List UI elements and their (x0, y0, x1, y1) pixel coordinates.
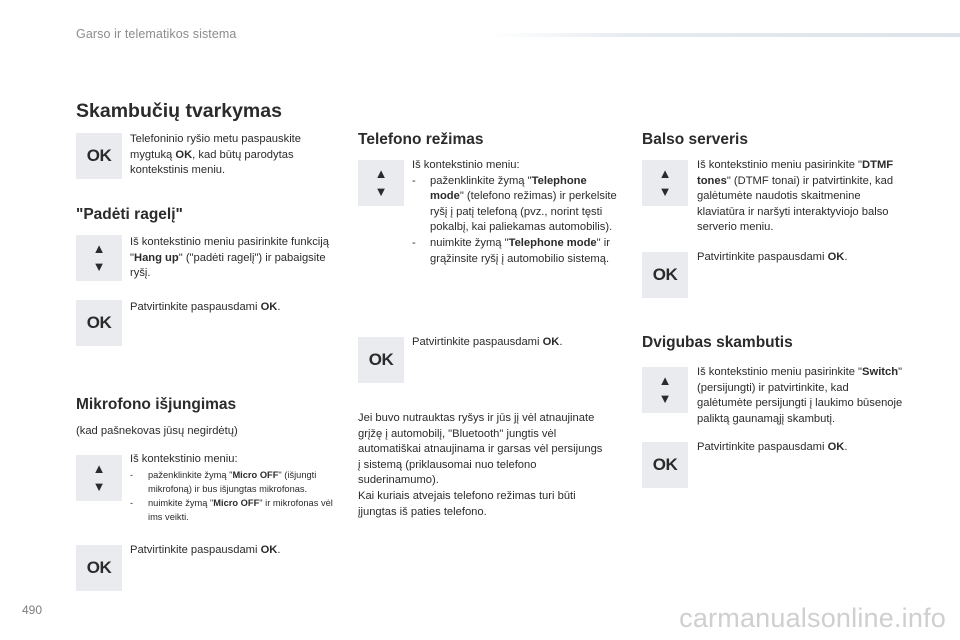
arrow-up-icon: ▲ (658, 166, 672, 181)
up-down-arrows-icon (642, 367, 688, 413)
mic-item-1: - paženklinkite žymą "Micro OFF" (išjungti mikrofoną) ir bus išjungtas mikrofonas. (130, 469, 317, 494)
phone-mode-menu (412, 158, 622, 267)
arrow-up-icon: ▲ (374, 166, 388, 181)
ok-button-icon: OK (76, 300, 122, 346)
up-down-arrows-icon (76, 455, 122, 501)
mic-menu-intro: Iš kontekstinio meniu: (130, 453, 238, 465)
arrow-up-icon: ▲ (92, 461, 106, 476)
double-call-text: Iš kontekstinio meniu pasirinkite "Switch" (persijungti) ir patvirtinkite, kad galėtumėte persijungti į laukimo būsenoje paliktą gaunamąjį skambutį. (697, 366, 903, 425)
mic-confirm: Patvirtinkite paspausdami OK. (130, 544, 281, 556)
ok-button-icon: OK (642, 252, 688, 298)
phone-mode-title: Telefono režimas (358, 131, 484, 148)
up-down-arrows-icon (358, 160, 404, 206)
mic-note: (kad pašnekovas jūsų negirdėtų) (76, 425, 238, 437)
up-down-arrows-icon (76, 235, 122, 281)
phone-mode-menu-intro: Iš kontekstinio meniu: (412, 159, 520, 171)
up-down-arrows-icon (642, 160, 688, 206)
phone-mode-note-2: Kai kuriais atvejais telefono režimas turi būti įjungtas iš paties telefono. (358, 489, 576, 518)
phone-mode-confirm: Patvirtinkite paspausdami OK. (412, 336, 563, 348)
page-number: 490 (22, 603, 43, 617)
intro-text: Telefoninio ryšio metu paspauskite mygtuką OK, kad būtų parodytas kontekstinis meniu. (130, 133, 302, 177)
double-call-confirm: Patvirtinkite paspausdami OK. (697, 441, 848, 453)
arrow-down-icon: ▼ (658, 391, 672, 406)
page-title: Skambučių tvarkymas (76, 100, 282, 122)
ok-button-icon: OK (642, 442, 688, 488)
phone-mode-item-1: - paženklinkite žymą "Telephone mode" (telefono režimas) ir perkelsite ryšį į patį telefoną (pvz., norint tęsti pokalbį, kai paliekamas automobilis). (412, 174, 617, 234)
arrow-up-icon: ▲ (658, 373, 672, 388)
double-call-title: Dvigubas skambutis (642, 334, 793, 351)
hangup-title: "Padėti ragelį" (76, 206, 183, 223)
phone-mode-item-2: - nuimkite žymą "Telephone mode" ir grąžinsite ryšį į automobilio sistemą. (412, 236, 610, 265)
ok-button-icon: OK (76, 133, 122, 179)
hangup-confirm: Patvirtinkite paspausdami OK. (130, 301, 281, 313)
voice-server-text: Iš kontekstinio meniu pasirinkite "DTMF tones" (DTMF tonai) ir patvirtinkite, kad galėtumėte naudotis skaitmenine klaviatūra ir naršyti interaktyviojo balso serverio meniu. (697, 159, 894, 234)
phone-mode-note-1: Jei buvo nutrauktas ryšys ir jūs jį vėl atnaujinate grįžę į automobilį, "Bluetooth" jungtis vėl automatiškai atnaujinama ir garsas vėl persijungs į sistemą (priklausomai nuo telefono suderinamumo). (358, 412, 603, 487)
arrow-up-icon: ▲ (92, 241, 106, 256)
voice-server-confirm: Patvirtinkite paspausdami OK. (697, 251, 848, 263)
ok-button-icon: OK (358, 337, 404, 383)
mic-menu (130, 452, 348, 524)
mic-item-2: - nuimkite žymą "Micro OFF" ir mikrofonas vėl ims veikti. (130, 497, 333, 522)
arrow-down-icon: ▼ (658, 184, 672, 199)
arrow-down-icon: ▼ (374, 184, 388, 199)
header-title: Garso ir telematikos sistema (76, 27, 237, 41)
watermark: carmanualsonline.info (679, 603, 946, 633)
mic-title: Mikrofono išjungimas (76, 396, 237, 413)
ok-button-icon: OK (76, 545, 122, 591)
phone-mode-notes (358, 411, 606, 520)
voice-server-title: Balso serveris (642, 131, 748, 148)
arrow-down-icon: ▼ (92, 479, 106, 494)
hangup-text: Iš kontekstinio meniu pasirinkite funkciją "Hang up" ("padėti ragelį") ir pabaigsite ryšį. (130, 236, 329, 280)
arrow-down-icon: ▼ (92, 259, 106, 274)
header-rule (490, 33, 960, 37)
